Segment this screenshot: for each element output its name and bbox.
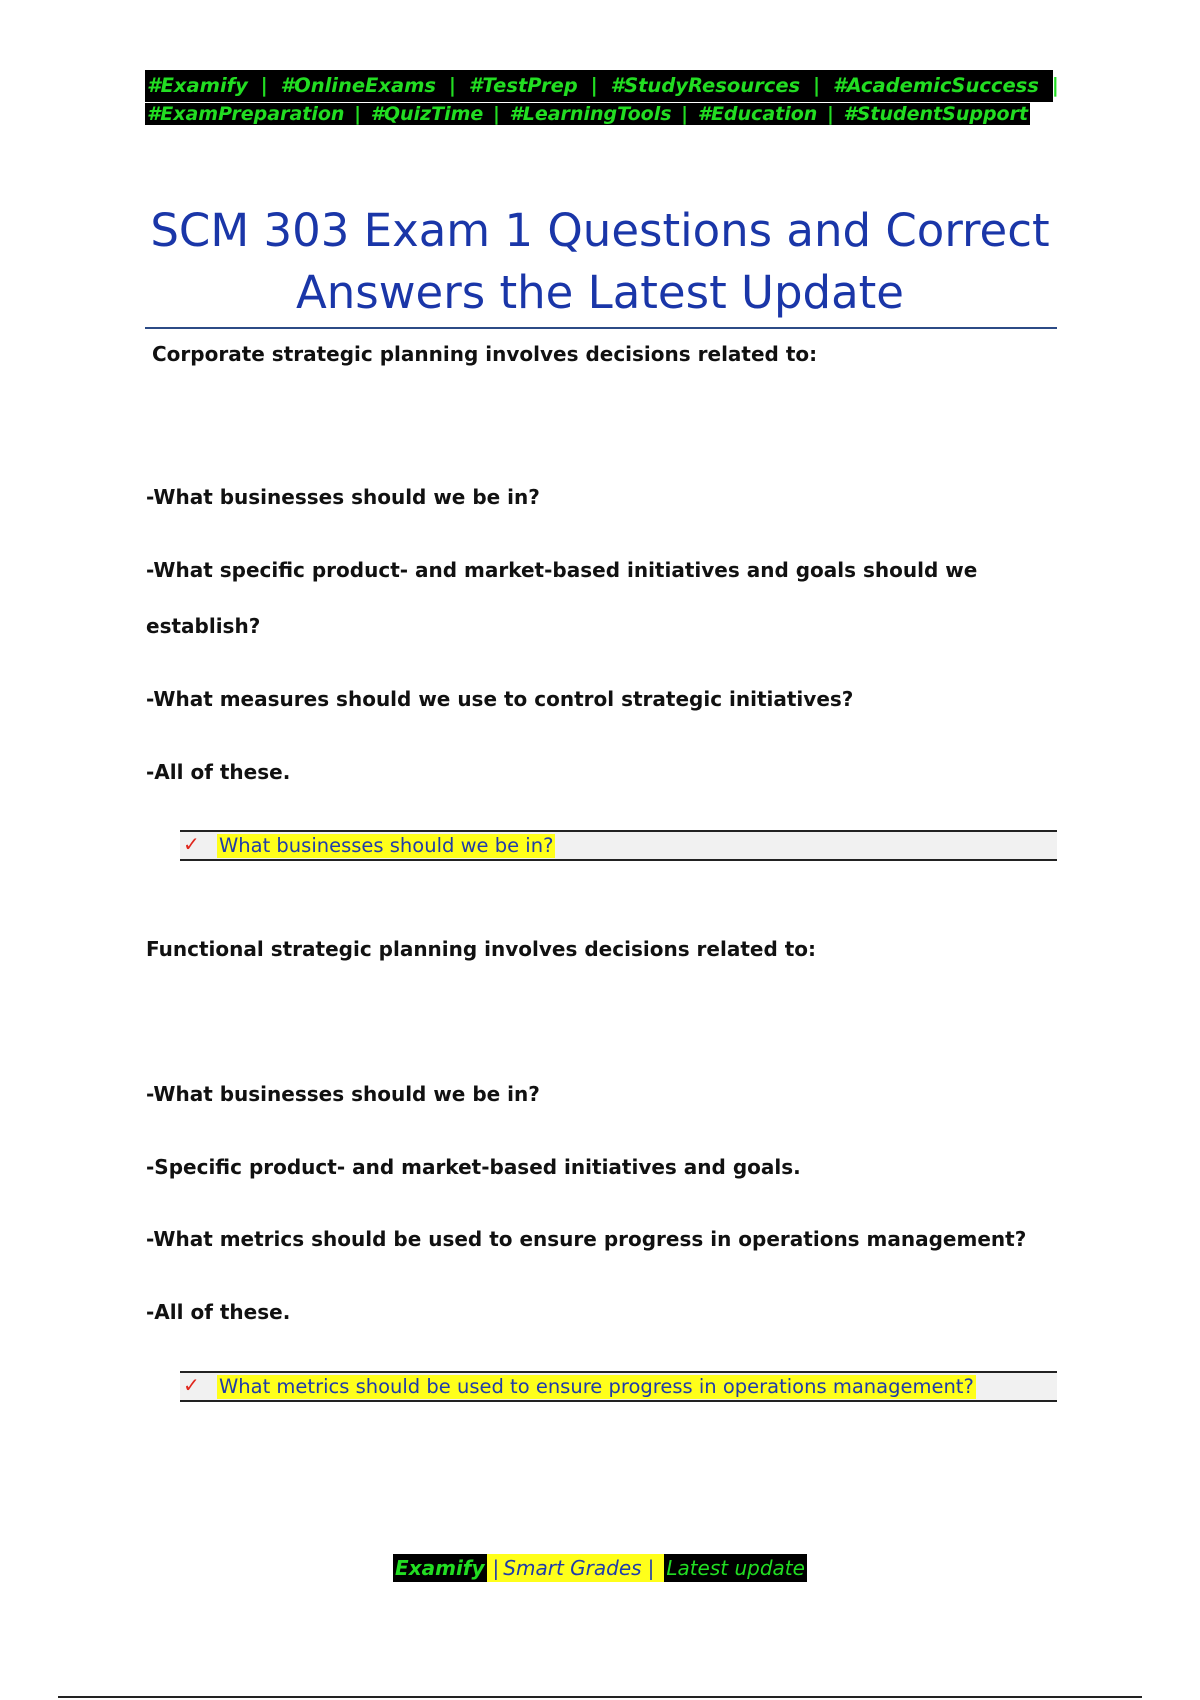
brand-tagline: [487, 1554, 665, 1582]
question-1-answer: [180, 830, 1057, 861]
answer-text: What metrics should be used to ensure progress in operations management?: [219, 1375, 974, 1398]
hashtag: #TestPrep: [468, 74, 578, 97]
footer-separator: |: [647, 1556, 655, 1580]
question-2-option: -Specific product- and market-based initiatives and goals.: [146, 1155, 801, 1179]
hashtag-separator: |: [448, 74, 456, 97]
question-1-stem: Corporate strategic planning involves decisions related to:: [152, 342, 818, 366]
hashtag: #AcademicSuccess: [832, 74, 1039, 97]
hashtag-header: [145, 70, 1059, 125]
hashtag-separator: |: [260, 74, 268, 97]
hashtag-separator: |: [812, 74, 821, 97]
page-bottom-rule: [58, 1696, 1142, 1698]
page-title: SCM 303 Exam 1 Questions and Correct Answers the Latest Update: [150, 204, 1050, 319]
hashtag: #StudentSupport: [843, 103, 1029, 125]
title-divider: [145, 327, 1057, 329]
question-2-option: -What businesses should we be in?: [146, 1082, 540, 1106]
hashtag-separator: |: [826, 103, 834, 125]
answer-text: What businesses should we be in?: [219, 834, 554, 857]
check-icon: ✓: [183, 1375, 200, 1397]
hashtag-separator: |: [681, 103, 689, 125]
question-1-option: -What measures should we use to control strategic initiatives?: [146, 687, 854, 711]
hashtag-separator: |: [354, 103, 362, 125]
question-1-option: -All of these.: [146, 760, 291, 784]
question-2-option: -All of these.: [146, 1300, 291, 1324]
hashtag-separator: |: [590, 74, 598, 97]
hashtag-line-1: [145, 70, 1059, 102]
question-2-option: -What metrics should be used to ensure progress in operations management?: [146, 1227, 1027, 1251]
question-1-option: -What businesses should we be in?: [146, 485, 540, 509]
hashtag-separator: |: [1051, 74, 1059, 97]
hashtag: #OnlineExams: [280, 74, 437, 97]
hashtag: #StudyResources: [610, 74, 801, 97]
footer-separator: |: [492, 1556, 500, 1580]
hashtag: #Education: [697, 103, 818, 125]
hashtag-line-2: [145, 103, 1030, 125]
check-icon: ✓: [183, 834, 200, 856]
question-1-option: -What specific product- and market-based initiatives and goals should we: [146, 558, 978, 582]
hashtag-separator: |: [492, 103, 500, 125]
brand-latest-update: Latest update: [666, 1556, 805, 1580]
hashtag: #Examify: [147, 74, 248, 97]
footer-tagline: Smart Grades: [503, 1556, 642, 1580]
hashtag: #ExamPreparation: [147, 103, 345, 125]
question-2-answer: [180, 1371, 1057, 1402]
brand-examify: Examify: [395, 1556, 485, 1580]
hashtag: #QuizTime: [370, 103, 484, 125]
question-1-option: establish?: [146, 614, 261, 638]
hashtag: #LearningTools: [509, 103, 672, 125]
question-2-stem: Functional strategic planning involves decisions related to:: [146, 937, 817, 961]
footer-brand: [0, 1554, 1200, 1582]
